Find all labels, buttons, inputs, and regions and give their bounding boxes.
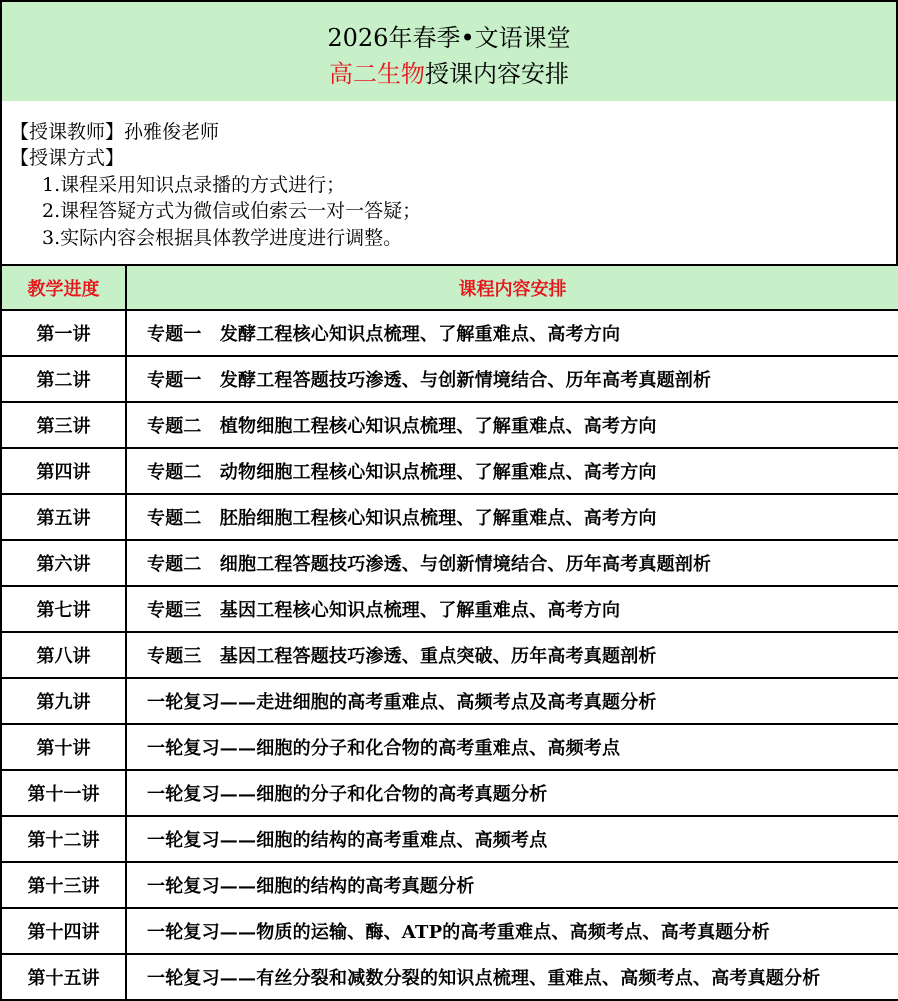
table-row [1,540,898,586]
lecture-content: 专题二 细胞工程答题技巧渗透、与创新情境结合、历年高考真题剖析 [126,540,898,586]
subtitle-rest: 授课内容安排 [425,60,569,88]
lecture-number: 第九讲 [1,678,126,724]
lecture-number: 第十一讲 [1,770,126,816]
table-row [1,862,898,908]
lecture-number: 第十二讲 [1,816,126,862]
lecture-content: 专题一 发酵工程核心知识点梳理、了解重难点、高考方向 [126,310,898,356]
page-subtitle [2,58,896,90]
lecture-content: 一轮复习——物质的运输、酶、ATP的高考重难点、高频考点、高考真题分析 [126,908,898,954]
lecture-content: 专题三 基因工程答题技巧渗透、重点突破、历年高考真题剖析 [126,632,898,678]
title-banner [0,0,898,103]
header-progress: 教学进度 [1,265,126,310]
method-item-3: 3.实际内容会根据具体教学进度进行调整。 [42,227,403,249]
table-row [1,586,898,632]
table-row [1,724,898,770]
table-row [1,816,898,862]
lecture-content: 专题三 基因工程核心知识点梳理、了解重难点、高考方向 [126,586,898,632]
lecture-content: 一轮复习——细胞的结构的高考重难点、高频考点 [126,816,898,862]
lecture-number: 第八讲 [1,632,126,678]
header-content: 课程内容安排 [126,265,898,310]
table-row [1,310,898,356]
table-row [1,402,898,448]
teacher-line: 【授课教师】孙雅俊老师 [10,121,220,143]
lecture-content: 专题二 胚胎细胞工程核心知识点梳理、了解重难点、高考方向 [126,494,898,540]
lecture-content: 一轮复习——细胞的分子和化合物的高考真题分析 [126,770,898,816]
method-title: 【授课方式】 [10,147,125,169]
lecture-content: 专题二 动物细胞工程核心知识点梳理、了解重难点、高考方向 [126,448,898,494]
lecture-number: 第三讲 [1,402,126,448]
table-row [1,770,898,816]
page-title: 2026年春季•文语课堂 [327,24,571,52]
lecture-number: 第十讲 [1,724,126,770]
lecture-number: 第十五讲 [1,954,126,1000]
lecture-number: 第五讲 [1,494,126,540]
subject-name: 高二生物 [329,60,425,88]
table-row [1,632,898,678]
lecture-content: 一轮复习——有丝分裂和减数分裂的知识点梳理、重难点、高频考点、高考真题分析 [126,954,898,1000]
table-row [1,678,898,724]
table-row [1,448,898,494]
lecture-number: 第六讲 [1,540,126,586]
lecture-number: 第一讲 [1,310,126,356]
schedule-table [0,264,898,1001]
lecture-number: 第十三讲 [1,862,126,908]
course-info [0,101,898,266]
table-row [1,356,898,402]
table-row [1,908,898,954]
lecture-content: 专题一 发酵工程答题技巧渗透、与创新情境结合、历年高考真题剖析 [126,356,898,402]
lecture-number: 第十四讲 [1,908,126,954]
lecture-content: 专题二 植物细胞工程核心知识点梳理、了解重难点、高考方向 [126,402,898,448]
lecture-content: 一轮复习——细胞的分子和化合物的高考重难点、高频考点 [126,724,898,770]
table-row [1,494,898,540]
lecture-number: 第七讲 [1,586,126,632]
method-item-1: 1.课程采用知识点录播的方式进行； [42,174,346,196]
table-header-row [1,265,898,310]
lecture-number: 第四讲 [1,448,126,494]
lecture-content: 一轮复习——走进细胞的高考重难点、高频考点及高考真题分析 [126,678,898,724]
lecture-number: 第二讲 [1,356,126,402]
method-item-2: 2.课程答疑方式为微信或伯索云一对一答疑； [42,200,422,222]
lecture-content: 一轮复习——细胞的结构的高考真题分析 [126,862,898,908]
table-row [1,954,898,1000]
